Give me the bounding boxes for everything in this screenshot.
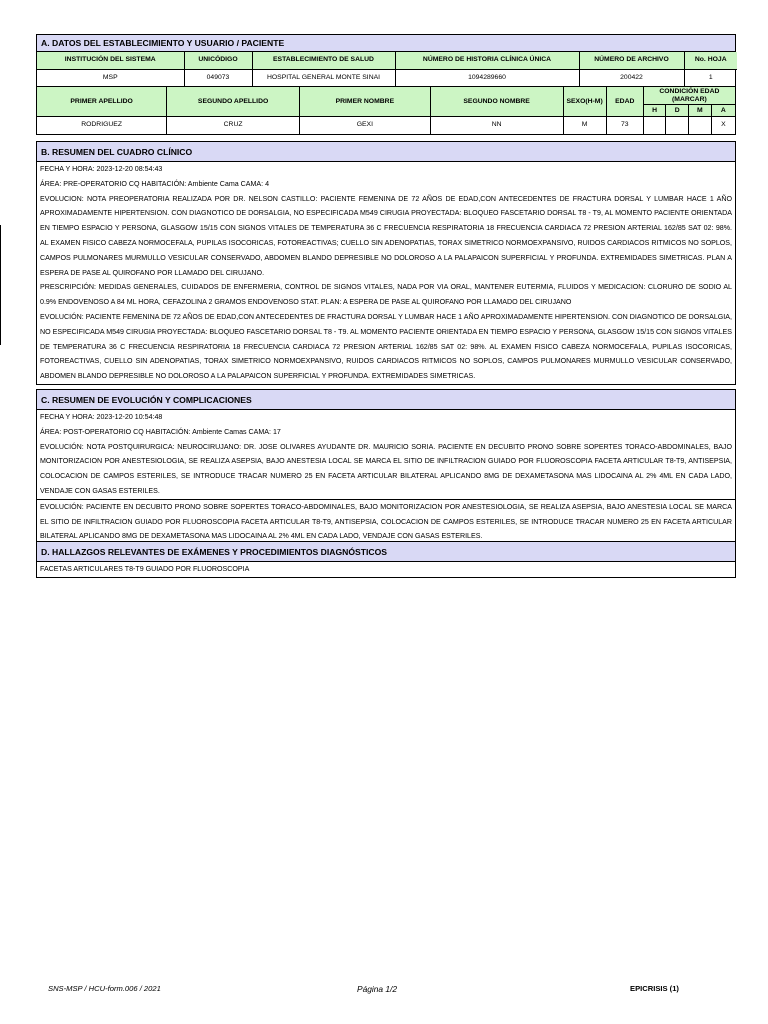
section-c-title: C. RESUMEN DE EVOLUCIÓN Y COMPLICACIONES bbox=[37, 390, 735, 410]
mark-days bbox=[666, 117, 689, 134]
section-evolution-complications bbox=[36, 389, 736, 545]
header-institution: INSTITUCIÓN DEL SISTEMA bbox=[37, 52, 184, 69]
value-second-name: NN bbox=[430, 117, 563, 134]
mark-hours bbox=[643, 117, 666, 134]
header-sex: SEXO(H-M) bbox=[563, 87, 606, 117]
value-first-surname: RODRIGUEZ bbox=[37, 117, 167, 134]
value-clinical-history-number: 1094289660 bbox=[395, 69, 579, 86]
value-sheet-number: 1 bbox=[684, 69, 737, 86]
header-second-name: SEGUNDO NOMBRE bbox=[430, 87, 563, 117]
value-age: 73 bbox=[606, 117, 643, 134]
findings-text: FACETAS ARTICULARES T8-T9 GUIADO POR FLUOROSCOPIA bbox=[40, 565, 250, 573]
header-sheet-number: No. HOJA bbox=[684, 52, 737, 69]
age-condition-years: A bbox=[711, 105, 735, 117]
value-archive-number: 200422 bbox=[579, 69, 684, 86]
mark-years: X bbox=[711, 117, 735, 134]
header-unicode: UNICÓDIGO bbox=[184, 52, 252, 69]
section-b-title: B. RESUMEN DEL CUADRO CLÍNICO bbox=[37, 142, 735, 162]
page-number: Página 1/2 bbox=[357, 984, 398, 994]
section-relevant-findings bbox=[36, 541, 736, 578]
section-establishment-patient bbox=[36, 34, 736, 135]
clinical-area: ÁREA: PRE-OPERATORIO CQ HABITACIÓN: Ambiente Cama CAMA: 4 bbox=[40, 179, 270, 188]
header-age-condition: CONDICIÓN EDAD (MARCAR) bbox=[643, 87, 735, 105]
postop-evolution: EVOLUCIÓN: NOTA POSTQUIRURGICA: NEUROCIRUJANO: DR. JOSE OLIVARES AYUDANTE DR. MAURICIO SORIA. PACIENTE EN DECUBITO PRONO SOBRE SOPERTES TORACO-ABDOMINALES, BAJO MONITORIZACION POR ANESTESIOLOGIA, SE REALIZA ASEPSIA, BAJO ANESTESIA LOCAL SE MARCA EL SITIO DE INFILTRACION GUIADO POR FLUOROSCOPIA FACETA ARTICULAR T8-T9, ANTISEPSIA, COLOCACION DE CAMPOS ESTERILES, SE INTRODUCE TRACAR NUMERO 25 EN FACETA ARTICULAR BILATERAL APLICANDO 8MG DE DEXAMETASONA MAS LIDOCAINA AL 2% 4ML EN CADA LADO, VENDAJE CON GASAS ESTERILES. bbox=[40, 442, 732, 495]
age-condition-days: D bbox=[666, 105, 689, 117]
value-first-name: GEXI bbox=[299, 117, 430, 134]
section-a-title: A. DATOS DEL ESTABLECIMIENTO Y USUARIO / PACIENTE bbox=[37, 35, 735, 52]
header-archive-number: NÚMERO DE ARCHIVO bbox=[579, 52, 684, 69]
mark-months bbox=[689, 117, 712, 134]
patient-table bbox=[37, 86, 735, 134]
section-clinical-summary bbox=[36, 141, 736, 385]
header-second-surname: SEGUNDO APELLIDO bbox=[167, 87, 300, 117]
age-condition-months: M bbox=[689, 105, 712, 117]
clinical-prescription: PRESCRIPCIÓN: MEDIDAS GENERALES, CUIDADOS DE ENFERMERIA, CONTROL DE SIGNOS VITALES, NADA POR VIA ORAL, MANTENER EUTERMIA, FLUIDOS Y MEDICACION: CLORURO DE SODIO AL 0.9% ENDOVENOSO A 84 ML HORA, CEFAZOLINA 2 GRAMOS ENDOVENOSO STAT. PLAN: A ESPERA DE PASE AL QUIROFANO POR LLAMADO DEL CIRUJANO bbox=[40, 283, 732, 307]
value-establishment: HOSPITAL GENERAL MONTE SINAI bbox=[252, 69, 395, 86]
evolution-area: ÁREA: POST-OPERATORIO CQ HABITACIÓN: Ambiente Camas CAMA: 17 bbox=[40, 427, 281, 436]
header-establishment: ESTABLECIMIENTO DE SALUD bbox=[252, 52, 395, 69]
header-clinical-history-number: NÚMERO DE HISTORIA CLÍNICA ÚNICA bbox=[395, 52, 579, 69]
establishment-table bbox=[37, 52, 737, 86]
postop-evolution-2: EVOLUCIÓN: PACIENTE EN DECUBITO PRONO SOBRE SOPERTES TORACO-ABDOMINALES, BAJO MONITORIZACION POR ANESTESIOLOGIA, SE REALIZA ASEPSIA, BAJO ANESTESIA LOCAL SE MARCA EL SITIO DE INFILTRACION GUIADO POR FLUOROSCOPIA FACETA ARTICULAR T8-T9, ANTISEPSIA, COLOCACION DE CAMPOS ESTERILES, SE INTRODUCE TRACAR NUMERO 25 EN FACETA ARTICULAR BILATERAL APLICANDO 8MG DE DEXAMETASONA MAS LIDOCAINA AL 2% 4ML EN CADA LADO, VENDAJE CON GASAS ESTERILES. bbox=[37, 499, 735, 544]
value-unicode: 049073 bbox=[184, 69, 252, 86]
header-age: EDAD bbox=[606, 87, 643, 117]
clinical-evolution: EVOLUCION: NOTA PREOPERATORIA REALIZADA POR DR. NELSON CASTILLO: PACIENTE FEMENINA DE 72 AÑOS DE EDAD,CON ANTECEDENTES DE FRACTURA DORSAL Y LUMBAR HACE 1 AÑO APROXIMADAMENTE HIPERTENSION. CON DIAGNOTICO DE DORSALGIA, NO ESPECIFICADA M549 CIRUGIA PROYECTADA: BLOQUEO FASCETARIO DORSAL T8 - T9, AL MOMENTO PACIENTE ORIENTADA EN TIEMPO ESPACIO Y PERSONA, GLASGOW 15/15 CON SIGNOS VITALES DE TEMPERATURA 36 C FRECUENCIA RESPIRATORIA 18 FRECUENCIA CARDIACA 72 PRESION ARTERIAL 162/85 SAT 02: 98%. AL EXAMEN FISICO CABEZA NORMOCEFALA, PUPILAS ISOCORICAS, FOTOREACTIVAS; CUELLO SIN ADENOPATIAS, TORAX SIMETRICO NORMOEXPANSIVO, RUIDOS CARDIACOS RITMICOS NO SOPLOS, CAMPOS PULMONARES MURMULLO VESICULAR CONSERVADO, ABDOMEN BLANDO DEPRESIBLE NO DOLOROSO A LA PALAPAICON SUPERFICIAL Y PROFUNDA. EXTREMIDADES SIMETRICAS. PLAN A ESPERA DE PASE AL QUIROFANO POR LLAMADO DEL CIRUJANO. bbox=[40, 194, 732, 277]
section-d-title: D. HALLAZGOS RELEVANTES DE EXÁMENES Y PROCEDIMIENTOS DIAGNÓSTICOS bbox=[37, 542, 735, 562]
document-type: EPICRISIS (1) bbox=[630, 984, 679, 993]
header-first-name: PRIMER NOMBRE bbox=[299, 87, 430, 117]
clinical-evolution-2: EVOLUCIÓN: PACIENTE FEMENINA DE 72 AÑOS DE EDAD,CON ANTECEDENTES DE FRACTURA DORSAL Y LUMBAR HACE 1 AÑO APROXIMADAMENTE HIPERTENSION. CON DIAGNOTICO DE DORSALGIA, NO ESPECIFICADA M549 CIRUGIA PROYECTADA: BLOQUEO FASCETARIO DORSAL T8 - T9. AL MOMENTO PACIENTE ORIENTADA EN TIEMPO ESPACIO Y PERSONA, GLASGOW 15/15 CON SIGNOS VITALES DE TEMPERATURA 36 C FRECUENCIA RESPIRATORIA 18 FRECUENCIA CARDIACA 72 PRESION ARTERIAL 162/85 SAT 02: 98%. AL EXAMEN FISICO CABEZA NORMOCEFALA, PUPILAS ISOCORICAS, FOTOREACTIVAS, CUELLO SIN ADENOPATIAS, TORAX SIMETRICO NORMOEXPANSIVO, RUIDOS CARDIACOS RITMICOS NO SOPLOS, CAMPOS PULMONARES MURMULLO VESICULAR CONSERVADO, ABDOMEN BLANDO DEPRESIBLE NO DOLOROSO A LA PALAPAICON SUPERFICIAL Y PROFUNDA. EXTREMIDADES SIMETRICAS. bbox=[40, 312, 732, 381]
page-edge-mark bbox=[0, 225, 1, 345]
evolution-datetime: FECHA Y HORA: 2023-12-20 10:54:48 bbox=[40, 413, 163, 421]
value-second-surname: CRUZ bbox=[167, 117, 300, 134]
clinical-datetime: FECHA Y HORA: 2023-12-20 08:54:43 bbox=[40, 165, 163, 173]
header-first-surname: PRIMER APELLIDO bbox=[37, 87, 167, 117]
age-condition-hours: H bbox=[643, 105, 666, 117]
form-code: SNS-MSP / HCU-form.006 / 2021 bbox=[48, 984, 161, 993]
value-institution: MSP bbox=[37, 69, 184, 86]
value-sex: M bbox=[563, 117, 606, 134]
